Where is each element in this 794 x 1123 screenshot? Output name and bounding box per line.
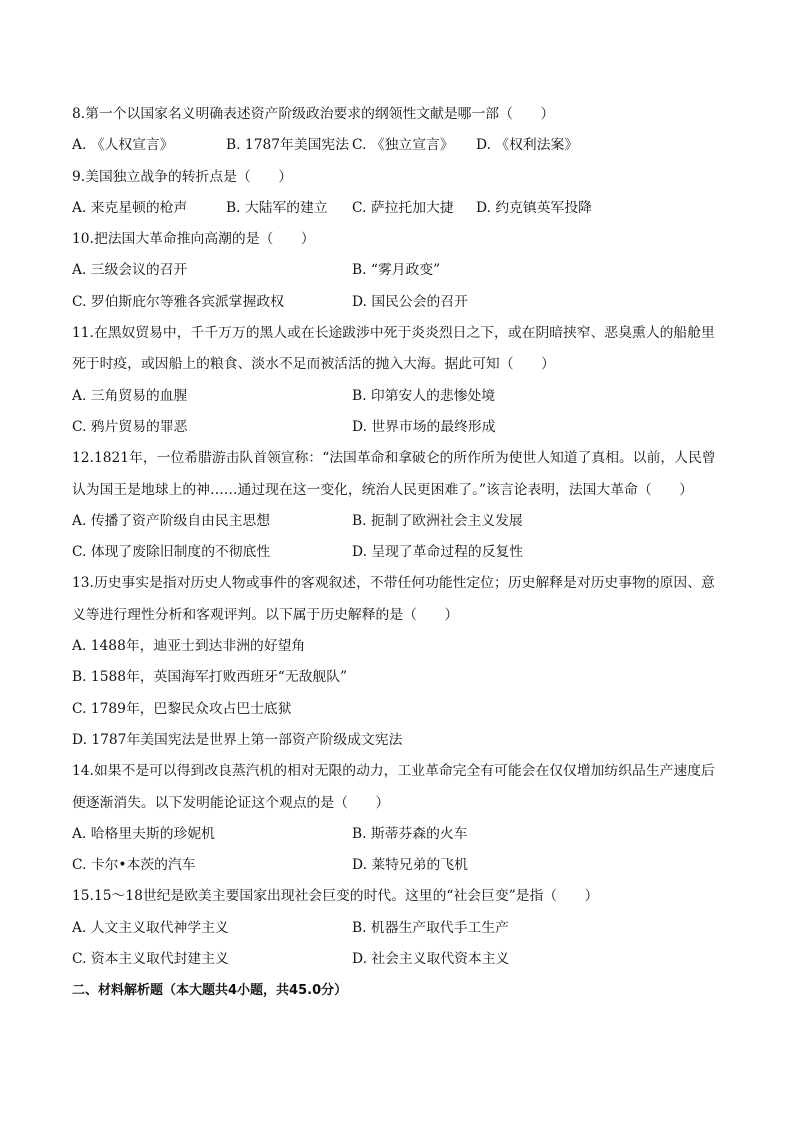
option-item[interactable]: C. 体现了废除旧制度的不彻底性: [72, 544, 271, 561]
option-item[interactable]: C. 1789年，巴黎民众攻占巴士底狱: [72, 700, 292, 717]
option-item[interactable]: D. 约克镇英军投降: [476, 199, 592, 216]
option-item[interactable]: B. 1787年美国宪法: [226, 137, 350, 154]
option-item[interactable]: C. 资本主义取代封建主义: [72, 951, 229, 968]
option-item[interactable]: B. 印第安人的悲惨处境: [352, 387, 496, 404]
option-item[interactable]: A. 1488年，迪亚士到达非洲的好望角: [72, 638, 306, 655]
option-item[interactable]: A. 人文主义取代神学主义: [72, 919, 229, 936]
option-item[interactable]: B. 扼制了欧洲社会主义发展: [352, 512, 523, 529]
question-stem-line: 9.美国独立战争的转折点是（ ）: [72, 168, 293, 185]
option-item[interactable]: D. 世界市场的最终形成: [352, 418, 496, 435]
question-stem-line: 认为国王是地球上的神……通过现在这一变化，统治人民更困难了。”该言论表明，法国大革命（ ）: [72, 481, 694, 498]
option-row: [72, 944, 732, 975]
option-row: [72, 193, 732, 224]
option-item[interactable]: C. 《独立宣言》: [352, 137, 454, 154]
option-row: [72, 913, 732, 944]
option-item[interactable]: C. 鸦片贸易的罪恶: [72, 418, 188, 435]
question-stem-line: 便逐渐消失。以下发明能论证这个观点的是（ ）: [72, 794, 390, 811]
question-block: [72, 99, 732, 162]
option-item[interactable]: B. 斯蒂芬森的火车: [352, 825, 468, 842]
option-item[interactable]: C. 罗伯斯庇尔等雅各宾派掌握政权: [72, 293, 284, 310]
option-item[interactable]: A. 三级会议的召开: [72, 262, 188, 279]
option-item[interactable]: D. 莱特兄弟的飞机: [352, 857, 468, 874]
question-block: [72, 881, 732, 975]
question-stem-line: 12.1821年，一位希腊游击队首领宣称：“法国革命和拿破仑的所作所为使世人知道了真相。以前，人民曾: [72, 450, 716, 467]
option-row: [72, 412, 732, 443]
question-stem-line: 11.在黑奴贸易中，千千万万的黑人或在长途跋涉中死于炎炎烈日之下，或在阴暗挟窄、恶臭熏人的船舱里: [72, 325, 715, 342]
option-item[interactable]: B. 1588年，英国海军打败西班牙“无敌舰队”: [72, 669, 348, 686]
question-block: [72, 568, 732, 756]
option-item[interactable]: B. 大陆军的建立: [226, 199, 328, 216]
question-stem-line: 死于时疫，或因船上的粮食、淡水不足而被活活的抛入大海。据此可知（ ）: [72, 356, 555, 373]
option-row: [72, 255, 732, 286]
option-item[interactable]: D. 呈现了革命过程的反复性: [352, 544, 524, 561]
question-list: [72, 99, 732, 1007]
question-stem-line: 8.第一个以国家名义明确表述资产阶级政治要求的纲领性文献是哪一部（ ）: [72, 106, 555, 122]
option-item[interactable]: B. “雾月政变”: [352, 262, 441, 279]
option-row: [72, 537, 732, 568]
option-item[interactable]: D. 国民公会的召开: [352, 293, 468, 310]
option-item[interactable]: C. 萨拉托加大捷: [352, 199, 454, 216]
question-block: [72, 318, 732, 443]
option-row: [72, 506, 732, 537]
option-row: [72, 287, 732, 318]
question-stem-line: 义等进行理性分析和客观评判。以下属于历史解释的是（ ）: [72, 606, 459, 623]
option-item[interactable]: A. 哈格里夫斯的珍妮机: [72, 825, 215, 842]
option-item[interactable]: A. 《人权宣言》: [72, 137, 174, 154]
option-row: [72, 381, 732, 412]
question-block: [72, 162, 732, 225]
question-block: [72, 443, 732, 568]
option-row: [72, 850, 732, 881]
option-item[interactable]: C. 卡尔•本茨的汽车: [72, 857, 196, 874]
option-item[interactable]: D. 《权利法案》: [476, 137, 579, 154]
question-stem-line: 10.把法国大革命推向高潮的是（ ）: [72, 231, 315, 248]
option-row: [72, 130, 732, 161]
question-stem-line: 13.历史事实是指对历史人物或事件的客观叙述，不带任何功能性定位；历史解释是对历史事物的原因、意: [72, 575, 715, 592]
question-stem-line: 15.15～18世纪是欧美主要国家出现社会巨变的时代。这里的“社会巨变”是指（ ）: [72, 888, 599, 905]
question-block: [72, 756, 732, 881]
option-item[interactable]: B. 机器生产取代手工生产: [352, 919, 509, 936]
option-row: [72, 819, 732, 850]
question-stem-line: 14.如果不是可以得到改良蒸汽机的相对无限的动力，工业革命完全有可能会在仅仅增加纺织品生产速度后: [72, 763, 715, 780]
option-item[interactable]: A. 三角贸易的血腥: [72, 387, 188, 404]
option-item[interactable]: A. 来克星顿的枪声: [72, 199, 188, 216]
option-item[interactable]: A. 传播了资产阶级自由民主思想: [72, 512, 271, 529]
option-item[interactable]: D. 1787年美国宪法是世界上第一部资产阶级成文宪法: [72, 731, 403, 748]
section-title: 二、材料解析题（本大题共4小题，共45.0分）: [72, 983, 348, 999]
question-block: [72, 224, 732, 318]
option-item[interactable]: D. 社会主义取代资本主义: [352, 951, 510, 968]
